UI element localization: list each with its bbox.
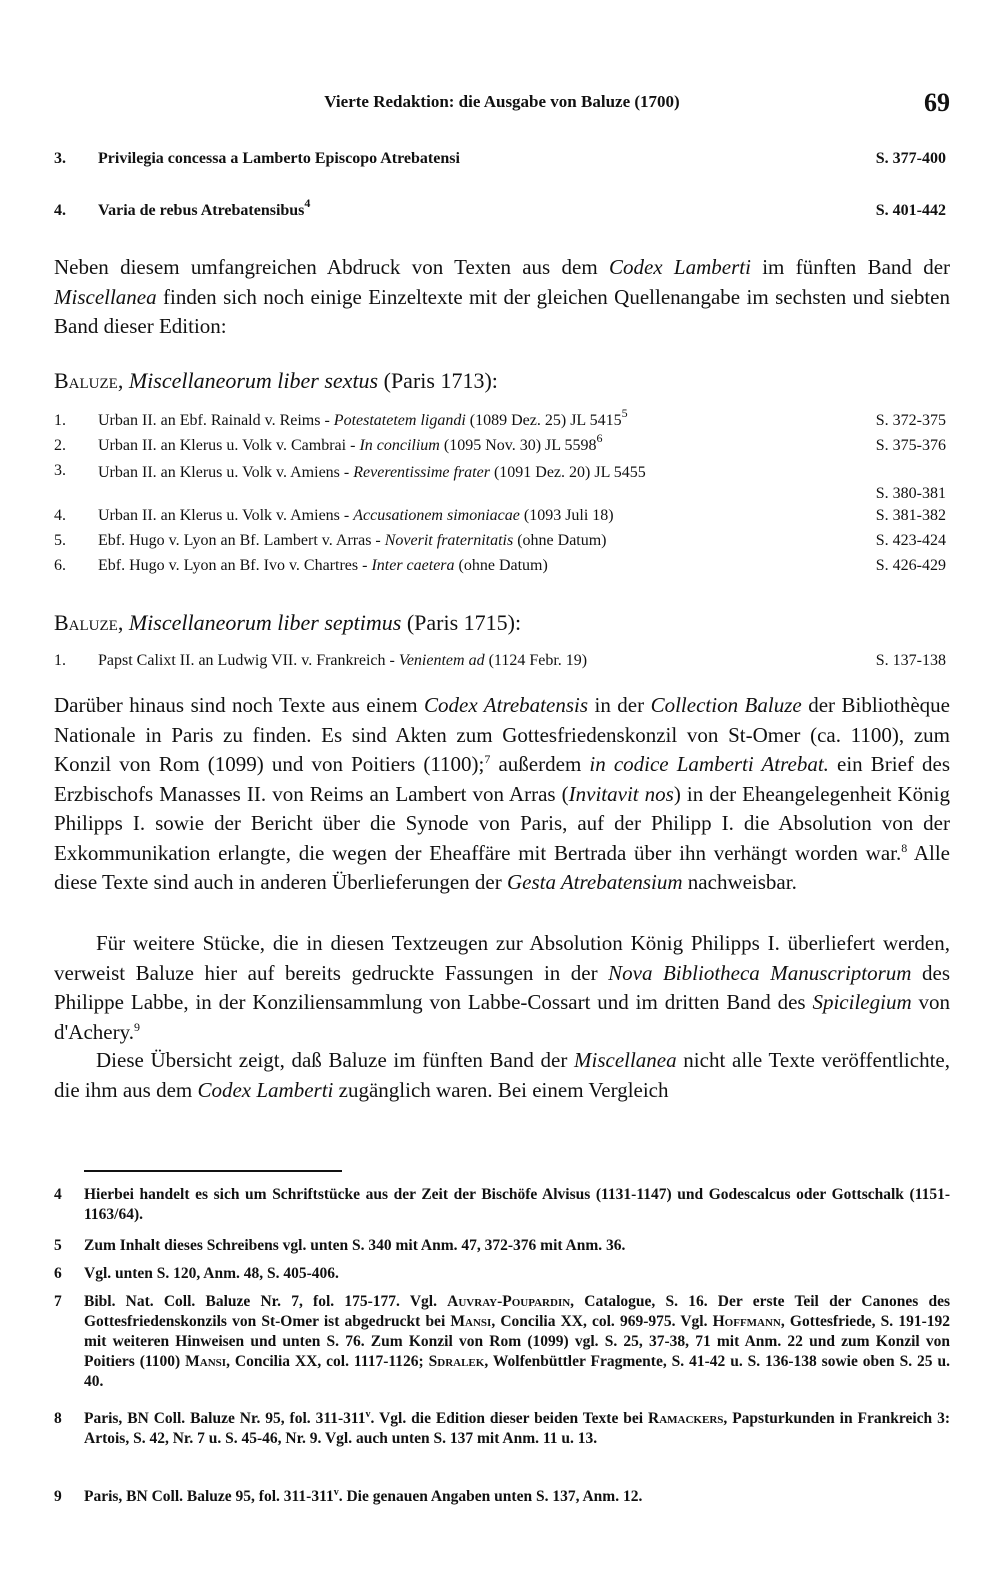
footnote: 7 Bibl. Nat. Coll. Baluze Nr. 7, fol. 175-177. Vgl. Auvray-Poupardin, Catalogue, S. 16. Der erste Teil der Canones des Gottesfriedenskonzils von St-Omer ist abgedruckt bei Mansi, Concilia XX, col. 969-975. Vgl. Hoffmann, Gottesfriede, S. 191-192 mit weiteren Hinweisen und unten S. 76. Zum Konzil von Rom (1099) vgl. S. 25, 37-38, 71 mit Anm. 22 und zum Konzil von Poitiers (1100) Mansi, Concilia XX, col. 1117-1126; Sdralek, Wolfenbüttler Fragmente, S. 41-42 u. S. 136-138 sowie oben S. 25 u. 40. xyxy=(54,1293,950,1390)
paragraph: Neben diesem umfangreichen Abdruck von Texten aus dem Codex Lamberti im fünften Band der Miscellanea finden sich noch einige Einzeltexte mit der gleichen Quellenangabe im sechsten und siebten Band dieser Edition: xyxy=(54,255,951,338)
running-title: Vierte Redaktion: die Ausgabe von Baluze (1700) xyxy=(324,92,680,111)
list-item: 6. Ebf. Hugo v. Lyon an Bf. Ivo v. Chartres - Inter caetera (ohne Datum) S. 426-429 xyxy=(54,557,946,574)
footnote: 5 Zum Inhalt dieses Schreibens vgl. unten S. 340 mit Anm. 47, 372-376 mit Anm. 36. xyxy=(54,1237,626,1254)
list-item: 3. Urban II. an Klerus u. Volk v. Amiens - Reverentissime frater (1091 Dez. 20) JL 5455 S. 380-381 xyxy=(54,462,946,502)
paragraph: Für weitere Stücke, die in diesen Textzeugen zur Absolution König Philipps I. überliefert werden, verweist Baluze hier auf bereits gedruckte Fassungen in der Nova Bibliotheca Manuscriptorum des Philippe Labbe, in der Konziliensammlung von Labbe-Cossart und im dritten Band des Spicilegium von d'Achery.$^9$ xyxy=(54,931,951,1044)
footnote-ref: 8 xyxy=(901,840,908,855)
list-item: 4. Urban II. an Klerus u. Volk v. Amiens - Accusationem simoniacae (1093 Juli 18) S. 381-382 xyxy=(54,507,946,524)
footnote: 9 Paris, BN Coll. Baluze 95, fol. 311-311$^v$. Die genauen Angaben unten S. 137, Anm. 12. xyxy=(54,1487,643,1505)
footnote-ref: 7 xyxy=(484,752,491,766)
list-item: 4. Varia de rebus Atrebatensibus$^4$ S. 401-442 xyxy=(54,196,946,219)
footnote: 8 Paris, BN Coll. Baluze Nr. 95, fol. 311-311$^v$. Vgl. die Edition dieser beiden Texte bei Ramackers, Papsturkunden in Frankreich 3: Artois, S. 42, Nr. 7 u. S. 45-46, Nr. 9. Vgl. auch unten S. 137 mit Anm. 11 u. 13. xyxy=(54,1409,950,1447)
list-item: 1. Papst Calixt II. an Ludwig VII. v. Frankreich - Venientem ad (1124 Febr. 19) S. 137-138 xyxy=(54,652,946,669)
paragraph: Diese Übersicht zeigt, daß Baluze im fünften Band der Miscellanea nicht alle Texte veröffentlichte, die ihm aus dem Codex Lamberti zugänglich waren. Bei einem Vergleich xyxy=(54,1048,950,1102)
footnote: 4 Hierbei handelt es sich um Schriftstücke aus der Zeit der Bischöfe Alvisus (1131-1147) und Godescalcus oder Gottschalk (1151-1163/64). xyxy=(54,1186,950,1223)
list-item: 1. Urban II. an Ebf. Rainald v. Reims - Potestatetem ligandi (1089 Dez. 25) JL 5415$^5$ S. 372-375 xyxy=(54,406,946,429)
running-header xyxy=(54,88,950,120)
letters-list-septimus xyxy=(54,652,950,677)
contents-list-top xyxy=(54,150,950,227)
section-heading: Baluze, Miscellaneorum liber sextus (Paris 1713): xyxy=(54,368,498,393)
paragraph: Darüber hinaus sind noch Texte aus einem Codex Atrebatensis in der Collection Baluze der Bibliothèque Nationale in Paris zu finden. Es sind Akten zum Gottesfriedenskonzil von St-Omer (ca. 1100), zum Konzil von Rom (1099) und von Poitiers (1100);$^7$ außerdem in codice Lamberti Atrebat. ein Brief des Erzbischofs Manasses II. von Reims an Lambert von Arras (Invitavit nos) in der Eheangelegenheit König Philipps I. sowie der Bericht über die Synode von Paris, auf der Philipp I. die Absolution von der Exkommunikation erlangte, die wegen der Eheaffäre mit Bertrada über ihn verhängt worden war.$^8$ Alle diese Texte sind auch in anderen Überlieferungen der Gesta Atrebatensium nachweisbar. xyxy=(54,693,950,894)
footnote-separator xyxy=(84,1170,342,1172)
footnote-ref: 9 xyxy=(133,1019,140,1034)
list-item: 5. Ebf. Hugo v. Lyon an Bf. Lambert v. Arras - Noverit fraternitatis (ohne Datum) S. 423-424 xyxy=(54,532,946,549)
footnote-ref: 4 xyxy=(304,196,311,210)
list-item: 3. Privilegia concessa a Lamberto Episcopo Atrebatensi S. 377-400 xyxy=(54,150,946,167)
list-item: 2. Urban II. an Klerus u. Volk v. Cambrai - In concilium (1095 Nov. 30) JL 5598$^6$ S. 375-376 xyxy=(54,431,946,454)
footnote: 6 Vgl. unten S. 120, Anm. 48, S. 405-406. xyxy=(54,1265,339,1282)
letters-list-sextus xyxy=(54,406,950,582)
section-heading: Baluze, Miscellaneorum liber septimus (Paris 1715): xyxy=(54,610,522,635)
page-number: 69 xyxy=(924,88,950,117)
